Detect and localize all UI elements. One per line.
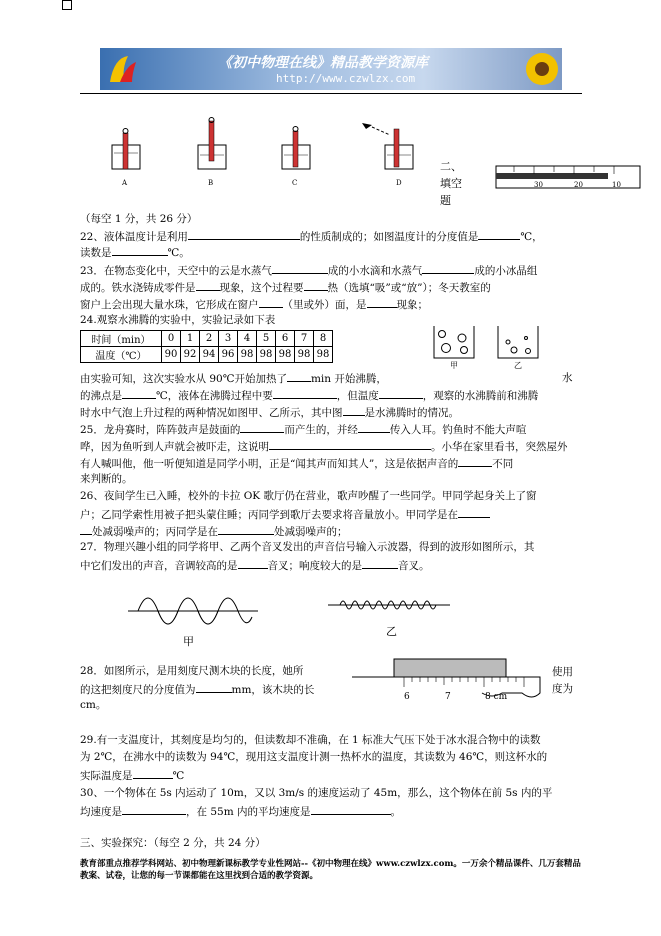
boiling-data-table [80, 330, 333, 363]
waveform-jia-label: 甲 [183, 635, 194, 648]
table-cell: 8 [314, 331, 333, 347]
q28-line3: cm。 [80, 699, 107, 711]
table-cell: 6 [276, 331, 295, 347]
scale-label-10: 10 [612, 181, 621, 189]
table-cell: 7 [295, 331, 314, 347]
sunflower-icon [520, 48, 562, 90]
table-cell: 96 [219, 347, 238, 363]
q22-line1: 22、液体温度计是利用 的性质制成的；如图温度计的分度值是 ℃， [80, 228, 543, 244]
beaker-yi-label: 乙 [514, 361, 522, 370]
table-cell: 98 [238, 347, 257, 363]
q25-line1: 25．龙舟赛时，阵阵鼓声是鼓面的 而产生的，并经 传入人耳。钓鱼时不能大声喧 [80, 421, 526, 437]
ruler-label-6: 6 [404, 692, 410, 702]
beaker-label-c: C [292, 179, 298, 187]
table-cell: 98 [314, 347, 333, 363]
table-cell: 98 [295, 347, 314, 363]
waveform-jia [128, 598, 258, 624]
beaker-thermometers-figure [100, 115, 425, 195]
beaker-label-d: D [396, 179, 402, 187]
table-cell: 92 [181, 347, 200, 363]
beaker-d [362, 123, 413, 169]
q26-line3: 处减弱噪声的；丙同学是在 处减弱噪声的； [80, 523, 348, 539]
table-row [81, 347, 333, 363]
table-row [81, 331, 333, 347]
q23-line2: 成的。铁水浇铸成零件是 现象，这个过程要 热（选填“吸”或“放”）；冬天教室的 [80, 279, 491, 295]
q29-line3: 实际温度是 ℃ [80, 767, 184, 783]
corner-box [62, 0, 72, 10]
thermometer-scale-figure [494, 160, 644, 194]
ruler-block-figure [352, 657, 544, 711]
wood-block [394, 659, 506, 677]
q29-line2: 为 2℃，在沸水中的读数为 94℃，现用这支温度计测一热杯水的温度，其读数为 46℃，则这杯水的 [80, 751, 548, 763]
table-cell: 2 [200, 331, 219, 347]
waveform-yi [328, 601, 450, 609]
waveform-yi-label: 乙 [386, 625, 397, 638]
beaker-jia-label: 甲 [450, 361, 458, 370]
q27-line1: 27．物理兴趣小组的同学将甲、乙两个音叉发出的声音信号输入示波器，得到的波形如图所示，其 [80, 541, 535, 553]
q24-line1: 24.观察水沸腾的实验中，实验记录如下表 [80, 314, 276, 326]
waveform-figure [128, 585, 458, 649]
table-cell: 98 [276, 347, 295, 363]
table-cell: 5 [257, 331, 276, 347]
q24-line3: 的沸点是 ℃，液体在沸腾过程中要 ，但温度 ，观察的水沸腾前和沸腾 [80, 387, 538, 403]
q28-line2: 的这把刻度尺的分度值为 mm，该木块的长 [80, 681, 314, 697]
table-cell: 3 [219, 331, 238, 347]
q24-line4: 时水中气泡上升过程的两种情况如图甲、乙所示，其中图 是水沸腾时的情况。 [80, 404, 459, 420]
scale-label-20: 20 [574, 181, 583, 189]
q22-line2: 读数是 ℃。 [80, 244, 190, 260]
beaker-label-a: A [122, 179, 128, 187]
q23-line1: 23．在物态变化中，天空中的云是水蒸气 成的小水滴和水蒸气 成的小冰晶组 [80, 262, 537, 278]
section3-title: 三、实验探究：（每空 2 分，共 24 分） [80, 837, 266, 849]
footer-text: 教育部重点推荐学科网站、初中物理新课标教学专业性网站--《初中物理在线》www.czwlzx.com。一万余个精品课件、几万套精品教案、试卷，让您的每一节课都能在这里找到合适的教学资源。 [80, 859, 581, 881]
q30-line2: 均速度是 ，在 55m 内的平均速度是 。 [80, 803, 401, 819]
q24-water-char: 水 [562, 372, 573, 384]
beaker-label-b: B [208, 179, 214, 187]
bubble-beakers-figure [428, 322, 558, 370]
q24-line2: 由实验可知，这次实验水从 90℃开始加热了 min 开始沸腾， [80, 370, 387, 386]
banner-title: 《初中物理在线》精品教学资源库 [218, 55, 428, 71]
header-rule [80, 93, 582, 94]
ruler-label-8cm: 8 cm [485, 692, 508, 702]
beaker-c [282, 127, 310, 170]
q25-line3: 有人喊叫他，他一听便知道是同学小明，正是“闻其声而知其人”，这是依据声音的 不同 [80, 455, 513, 471]
q26-line1: 26、夜间学生已入睡，校外的卡拉 OK 歌厅仍在营业，歌声吵醒了一些同学。甲同学起身关上了窗 [80, 490, 537, 502]
table-cell: 90 [162, 347, 181, 363]
table-header-temp: 温度（℃） [81, 347, 162, 363]
table-cell: 4 [238, 331, 257, 347]
q25-line2: 哗，因为鱼听到人声就会被吓走，这说明 。小华在家里看书，突然屋外 [80, 438, 568, 454]
ruler-label-7: 7 [445, 692, 451, 702]
banner-logo-icon [106, 52, 140, 86]
q29-line1: 29.有一支温度计，其刻度是均匀的，但读数却不准确，在 1 标准大气压下处于冰水混合物中的读数 [80, 734, 541, 746]
table-cell: 98 [257, 347, 276, 363]
beaker-jia [434, 326, 474, 358]
q27-line2: 中它们发出的声音，音调较高的是 音叉；响度较大的是 音叉。 [80, 557, 430, 573]
section2-title-a: 二、 [440, 160, 462, 173]
q28-length-word: 度为 [552, 683, 573, 695]
table-cell: 1 [181, 331, 200, 347]
q25-line4: 来判断的。 [80, 473, 133, 485]
section2-title-b: 填空 [440, 177, 462, 190]
q28-use-word: 使用 [552, 666, 573, 678]
table-cell: 0 [162, 331, 181, 347]
banner-url: http://www.czwlzx.com [276, 72, 416, 85]
q26-line2: 户；乙同学索性用被子把头蒙住睡；丙同学到歌厅去要求将音量放小。甲同学是在 [80, 506, 490, 522]
beaker-yi [498, 326, 538, 358]
section2-title-c: 题 [440, 194, 451, 207]
scale-label-30: 30 [534, 181, 543, 189]
q23-line3: 窗户上会出现大量水珠，它形成在窗户 （里或外）面，是 现象； [80, 296, 428, 312]
table-header-time: 时间（min） [81, 331, 162, 347]
beaker-a [112, 129, 140, 170]
table-cell: 94 [200, 347, 219, 363]
section2-score-note: （每空 1 分，共 26 分） [80, 213, 198, 225]
header-banner [100, 48, 562, 90]
beaker-b [198, 118, 226, 170]
q28-line1: 28．如图所示，是用刻度尺测木块的长度，她所 [80, 665, 304, 677]
q30-line1: 30、一个物体在 5s 内运动了 10m，又以 3m/s 的速度运动了 45m，那么，这个物体在前 5s 内的平 [80, 787, 553, 799]
